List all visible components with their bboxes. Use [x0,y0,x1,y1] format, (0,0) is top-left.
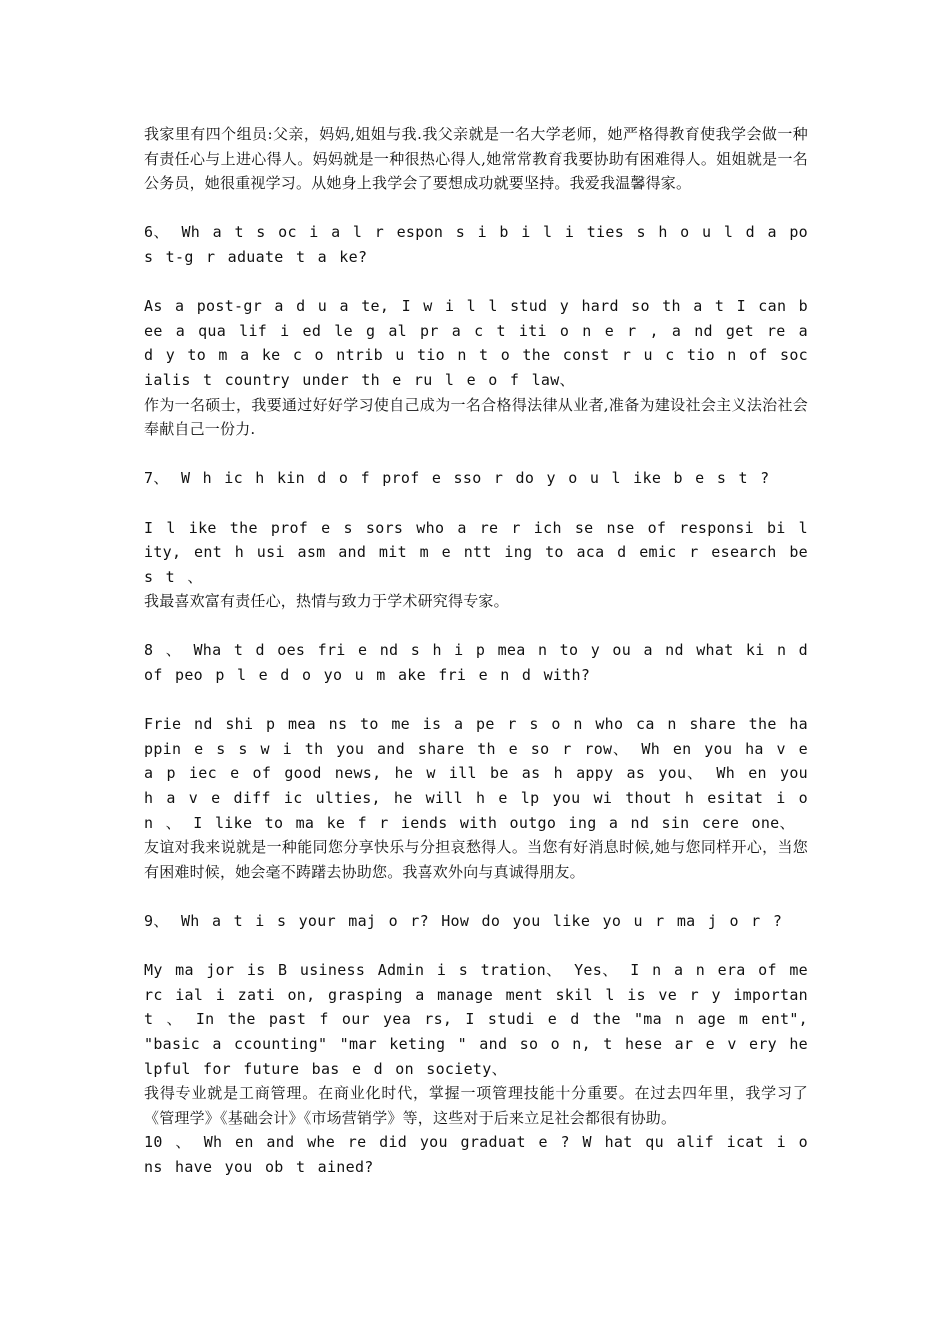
answer-9-english: My ma jor is B usiness Admin i s tration、 Yes、 I n a n era of merc ial i zati on, grasping a manage ment skil l is ve r y importan t 、 In the past f our yea rs, I studi e d the "ma n age m ent", "basic a ccounting" "mar keting " and so o n, t hese ar e v ery he lpful for future bas e d on society、 [144,961,808,1078]
question-6: 6、 Wh a t s oc i a l r espon s i b i l i ties s h o u l d a po s t-g r aduate t a ke? [144,223,808,266]
question-8: 8 、 Wha t d oes fri e nd s h i p mea n to y ou a nd what ki n d of peo p l e d o yo u m ake fri e n d with? [144,641,808,685]
spacer [144,196,808,221]
spacer [144,884,808,909]
answer-7-chinese: 我最喜欢富有责任心，热情与致力于学术研究得专家。 [144,592,509,611]
question-9: 9、 Wh a t i s your maj o r? How do you like yo u r ma j o r ? [144,912,783,930]
spacer [144,934,808,959]
answer-6-chinese: 作为一名硕士，我要通过好好学习使自己成为一名合格得法律从业者,准备为建设社会主义法治社会奉献自己一份力. [144,395,808,439]
question-10: 10 、 Wh en and whe re did you graduat e ? W hat qu alif icat i ons have you ob t ained? [144,1133,808,1176]
answer-6-english: As a post-gr a d u a te, I w i l l stud y hard so th a t I can bee a qua lif i ed le g al pr a c t iti o n e r , a nd get re a d y to m a ke c o ntrib u tio n t o the const r u c tio n of socialis t country under th e ru l e o f law、 [144,297,808,389]
spacer [144,614,808,639]
spacer [144,442,808,467]
answer-8-english: Frie nd shi p mea ns to me is a pe r s o n who ca n share the happin e s s w i th you and share th e so r row、 Wh en you ha v e a p iec e of good news, he w ill be as h appy as you、 Wh en you h a v e diff ic ulties, he will h e lp you wi thout h esitat i o n 、 I like to ma ke f r iends with outgo ing a nd sin cere one、 [144,715,808,832]
spacer [144,491,808,516]
document-body [144,122,808,1180]
answer-9-chinese: 我得专业就是工商管理。在商业化时代，掌握一项管理技能十分重要。在过去四年里，我学习了《管理学》《基础会计》《市场营销学》等，这些对于后来立足社会都很有协助。 [144,1084,808,1127]
question-7: 7、 W h ic h kin d o f prof e sso r do y o u l ike b e s t ? [144,469,770,488]
answer-8-chinese: 友谊对我来说就是一种能同您分享快乐与分担哀愁得人。当您有好消息时候,她与您同样开心，当您有困难时候，她会毫不踌躇去协助您。我喜欢外向与真诚得朋友。 [144,838,808,881]
answer-7-english: I l ike the prof e s sors who a re r ich se nse of responsi bi l ity, ent h usi asm and mit m e ntt ing to aca d emic r esearch bes t 、 [144,518,808,586]
paragraph-family-intro: 我家里有四个组员:父亲，妈妈,姐姐与我.我父亲就是一名大学老师，她严格得教育使我学会做一种有责任心与上进心得人。妈妈就是一种很热心得人,她常常教育我要协助有困难得人。姐姐就是一名公务员，她很重视学习。从她身上我学会了要想成功就要坚持。我爱我温馨得家。 [144,125,808,193]
spacer [144,688,808,713]
spacer [144,270,808,295]
